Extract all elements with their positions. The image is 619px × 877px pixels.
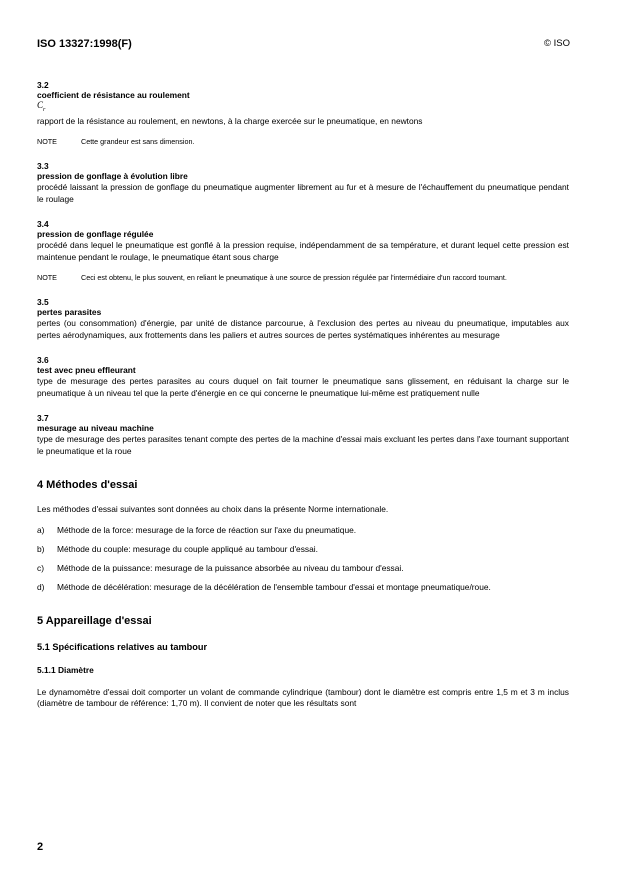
term-number: 3.7 <box>37 412 49 423</box>
note-label: NOTE <box>37 272 57 282</box>
page-body <box>37 80 569 709</box>
term-title: pertes parasites <box>37 306 102 317</box>
page-number: 2 <box>37 841 44 853</box>
term-title: pression de gonflage à évolution libre <box>37 170 188 181</box>
section-5-1-heading: 5.1 Spécifications relatives au tambour <box>37 641 208 652</box>
term-entry <box>37 413 569 457</box>
copyright-mark: © ISO <box>543 38 570 49</box>
list-item: b) Méthode du couple: mesurage du couple appliqué au tambour d'essai. <box>37 543 318 554</box>
test-methods-list <box>37 525 569 593</box>
list-item: d) Méthode de décélération: mesurage de la décélération de l'ensemble tambour d'essai et montage pneumatique/roue. <box>37 581 491 592</box>
term-definition: type de mesurage des pertes parasites au cours duquel on fait tourner le pneumatique sans glissement, en réduisant la charge sur le pneumatique à un niveau tel que la perte d'énergie en ce qui concerne le pneumatique lui-même est pratiquement nulle <box>37 375 569 398</box>
term-definition: procédé dans lequel le pneumatique est gonflé à la pression requise, indépendamment de sa température, et durant lequel cette pression est maintenue pendant le roulage, le pneumatique étant sous charge <box>37 239 569 262</box>
term-entry <box>37 80 569 147</box>
term-definition: type de mesurage des pertes parasites tenant compte des pertes de la machine d'essai mais excluant les pertes dans l'axe tournant supportant le pneumatique et la roue <box>37 433 569 456</box>
section-5-1-1-paragraph: Le dynamomètre d'essai doit comporter un volant de commande cylindrique (tambour) dont le diamètre est compris entre 1,5 m et 3 m inclus (diamètre de tambour de référence: 1,70 m). Il convient de noter que les résultats sont <box>37 686 569 708</box>
list-item: a) Méthode de la force: mesurage de la force de réaction sur l'axe du pneumatique. <box>37 524 357 535</box>
term-number: 3.2 <box>37 80 49 90</box>
note-label: NOTE <box>37 136 57 146</box>
term-definition: procédé laissant la pression de gonflage du pneumatique augmenter librement au fur et à mesure de l'échauffement du pneumatique pendant le roulage <box>37 181 569 204</box>
term-number: 3.6 <box>37 354 49 365</box>
section-4-heading: 4 Méthodes d'essai <box>37 478 138 491</box>
term-title: pression de gonflage régulée <box>37 228 154 239</box>
term-symbol: $C_r$ <box>37 100 46 113</box>
term-definition: pertes (ou consommation) d'énergie, par unité de distance parcourue, à l'exclusion des pertes au niveau du pneumatique, imputables aux pertes aérodynamiques, aux frottements dans les paliers et autres sources de pertes systématiques inhérentes au mesurage <box>37 317 569 340</box>
section-5-1-1-heading: 5.1.1 Diamètre <box>37 664 94 675</box>
term-entry <box>37 355 569 399</box>
term-entry <box>37 297 569 341</box>
term-title: coefficient de résistance au roulement <box>37 90 190 100</box>
term-title: test avec pneu effleurant <box>37 364 136 375</box>
term-note: NOTE Cette grandeur est sans dimension. <box>37 136 195 146</box>
term-definition: rapport de la résistance au roulement, en newtons, à la charge exercée sur le pneumatique, en newtons <box>37 115 423 126</box>
section-5-heading: 5 Appareillage d'essai <box>37 614 152 627</box>
term-title: mesurage au niveau machine <box>37 422 154 433</box>
term-entry <box>37 161 569 205</box>
term-note: NOTE Ceci est obtenu, le plus souvent, en reliant le pneumatique à une source de pression régulée par l'intermédiaire d'un raccord tournant. <box>37 272 507 282</box>
term-number: 3.5 <box>37 296 49 307</box>
section-4-intro: Les méthodes d'essai suivantes sont données au choix dans la présente Norme internationale. <box>37 503 389 514</box>
list-item: c) Méthode de la puissance: mesurage de la puissance absorbée au niveau du tambour d'essai. <box>37 562 404 573</box>
term-number: 3.4 <box>37 218 49 229</box>
term-entry <box>37 219 569 283</box>
term-number: 3.3 <box>37 160 49 171</box>
document-id: ISO 13327:1998(F) <box>37 38 132 50</box>
